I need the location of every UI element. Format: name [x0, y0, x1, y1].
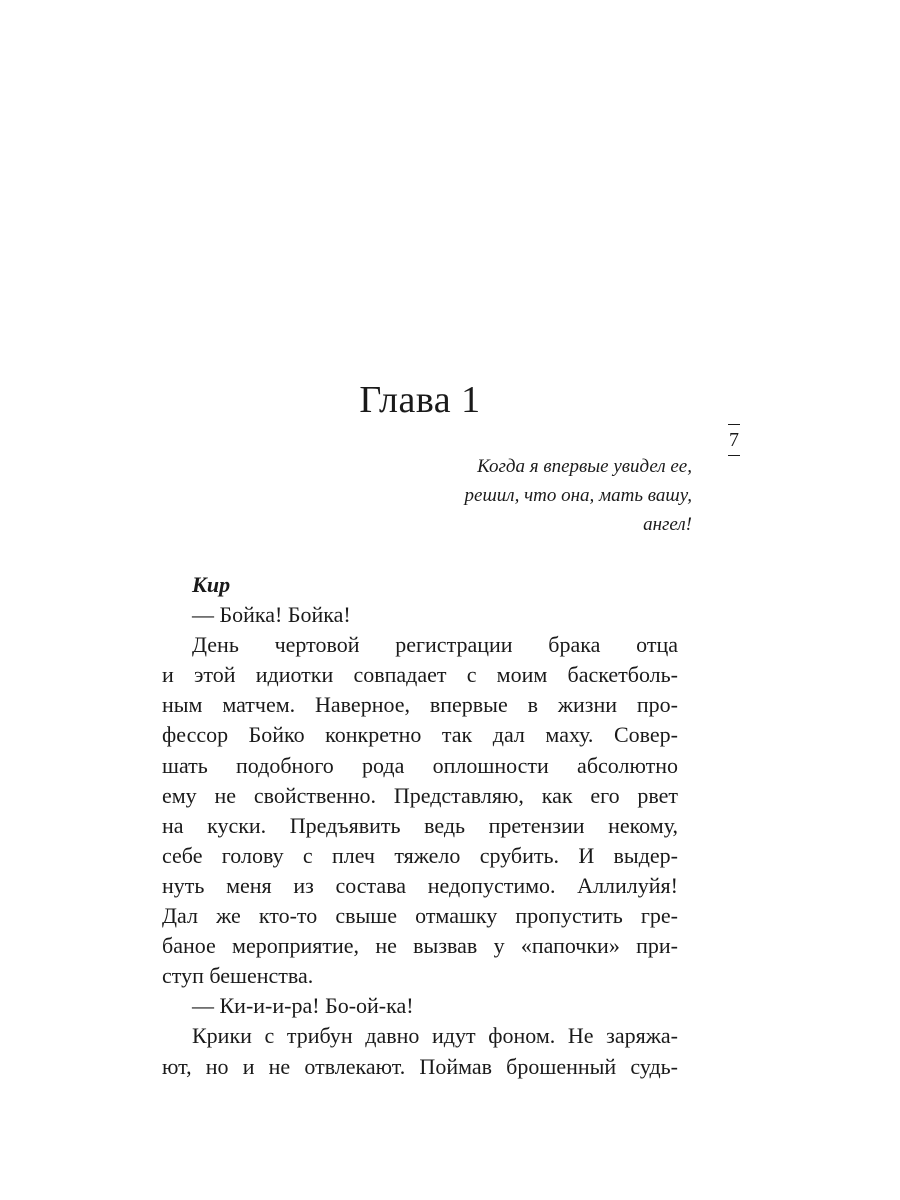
chapter-title: Глава 1 [359, 379, 481, 421]
body-line: День чертовой регистрации брака отца [192, 632, 678, 658]
epigraph-line: решил, что она, мать вашу, [464, 485, 692, 506]
body-line: и этой идиотки совпадает с моим баскетболь- [162, 662, 678, 688]
body-line: фессор Бойко конкретно так дал маху. Совер- [162, 722, 678, 748]
epigraph [400, 452, 692, 539]
body-line: ют, но и не отвлекают. Поймав брошенный судь- [162, 1053, 678, 1079]
body-line: ным матчем. Наверное, впервые в жизни про- [162, 692, 678, 718]
page-number: 7 [727, 424, 741, 456]
body-text [162, 570, 678, 1082]
speaker-name: Кир [192, 572, 231, 597]
epigraph-line: ангел! [643, 514, 692, 535]
body-line: ступ бешенства. [162, 963, 314, 989]
body-line: баное мероприятие, не вызвав у «папочки» при- [162, 933, 678, 959]
body-line: на куски. Предъявить ведь претензии некому, [162, 812, 678, 838]
body-line: себе голову с плеч тяжело срубить. И выдер- [162, 842, 678, 868]
body-line: ему не свойственно. Представляю, как его рвет [162, 782, 678, 808]
body-line: — Бойка! Бойка! [192, 602, 351, 628]
body-line: Дал же кто-то свыше отмашку пропустить гре- [162, 903, 678, 929]
body-line: шать подобного рода оплошности абсолютно [162, 752, 678, 778]
body-line: Крики с трибун давно идут фоном. Не заряжа- [192, 1023, 678, 1049]
epigraph-line: Когда я впервые увидел ее, [477, 456, 692, 477]
body-line: нуть меня из состава недопустимо. Аллилуйя! [162, 872, 678, 898]
body-line: — Ки-и-и-ра! Бо-ой-ка! [192, 993, 414, 1019]
